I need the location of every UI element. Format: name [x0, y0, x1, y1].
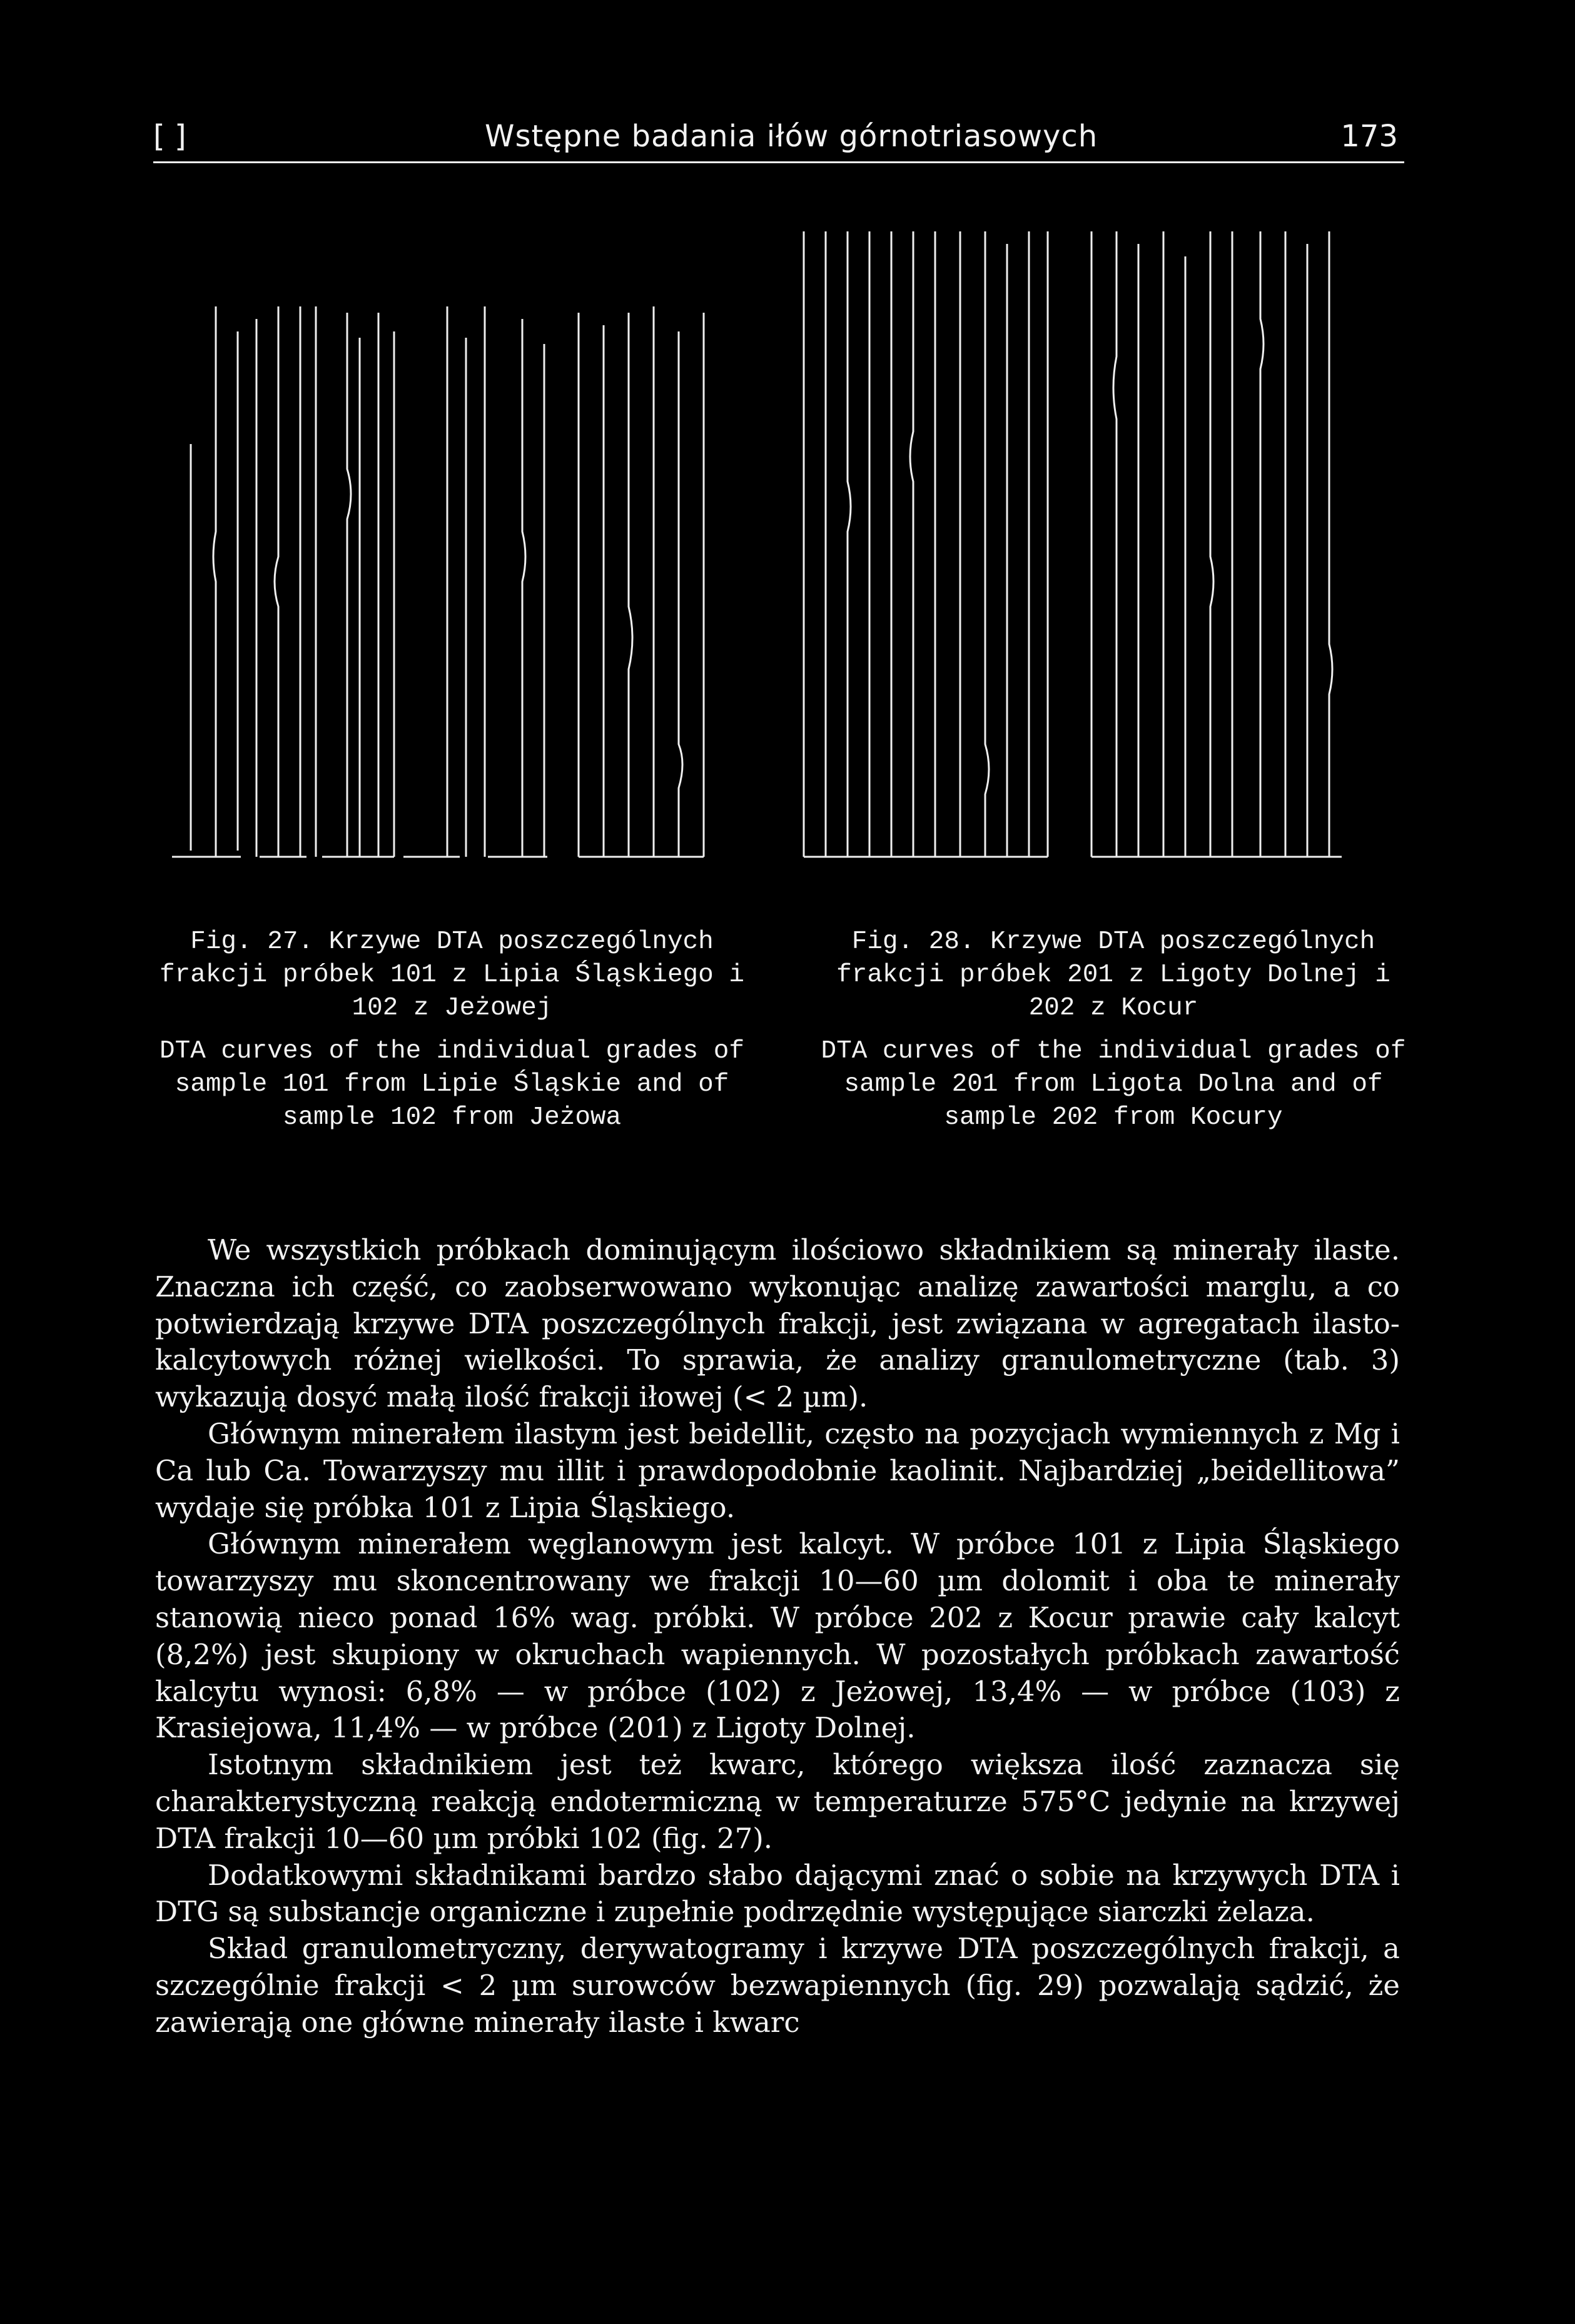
figure-28-caption-english: DTA curves of the individual grades of sample 201 from Ligota Dolna and of sample 202 from Kocury — [821, 1037, 1406, 1132]
header-bracket: [ ] — [153, 119, 186, 154]
figure-28-image — [779, 206, 1367, 882]
figure-28-dta-curves — [779, 206, 1367, 882]
body-text — [155, 1232, 1400, 2041]
figure-27-image — [153, 206, 729, 882]
figure-28-caption-polish: Fig. 28. Krzywe DTA poszczególnych frakcji próbek 201 z Ligoty Dolnej i 202 z Kocur — [836, 927, 1390, 1023]
paragraph: Głównym minerałem węglanowym jest kalcyt. W próbce 101 z Lipia Śląskiego towarzyszy mu skoncentrowany we frakcji 10—60 µm dolomit i oba te minerały stanowią nieco ponad 16% wag. próbki. W próbce 202 z Kocur prawie cały kalcyt (8,2%) jest skupiony w okruchach wapiennych. W pozostałych próbkach zawartość kalcytu wynosi: 6,8% — w próbce (102) z Jeżowej, 13,4% — w próbce (103) z Krasiejowa, 11,4% — w próbce (201) z Ligoty Dolnej. — [155, 1527, 1400, 1745]
running-title: Wstępne badania iłów górnotriasowych — [485, 119, 1098, 154]
figure-27-caption-polish: Fig. 27. Krzywe DTA poszczególnych frakcji próbek 101 z Lipia Śląskiego i 102 z Jeżowej — [160, 927, 744, 1023]
paragraph: Głównym minerałem ilastym jest beidellit, często na pozycjach wymiennych z Mg i Ca lub Ca. Towarzyszy mu illit i prawdopodobnie kaolinit. Najbardziej „beidellitowa” wydaje się próbka 101 z Lipia Śląskiego. — [155, 1417, 1400, 1524]
figure-27-caption-english: DTA curves of the individual grades of sample 101 from Lipie Śląskie and of sample 102 from Jeżowa — [160, 1037, 744, 1132]
paragraph: Dodatkowymi składnikami bardzo słabo dającymi znać o sobie na krzywych DTA i DTG są substancje organiczne i zupełnie podrzędnie występujące siarczki żelaza. — [155, 1858, 1400, 1929]
paragraph: Istotnym składnikiem jest też kwarc, którego większa ilość zaznacza się charakterystyczną reakcją endotermiczną w temperaturze 575°C jedynie na krzywej DTA frakcji 10—60 µm próbki 102 (fig. 27). — [155, 1748, 1400, 1855]
paragraph: Skład granulometryczny, derywatogramy i krzywe DTA poszczególnych frakcji, a szczególnie frakcji < 2 µm surowców bezwapiennych (fig. 29) pozwalają sądzić, że zawierają one główne minerały ilaste i kwarc — [155, 1932, 1400, 2039]
running-header — [153, 118, 1404, 163]
paragraph: We wszystkich próbkach dominującym ilościowo składnikiem są minerały ilaste. Znaczna ich część, co zaobserwowano wykonując analizę zawartości marglu, a co potwierdzają krzywe DTA poszczególnych frakcji, jest związana w agregatach ilasto-kalcytowych różnej wielkości. To sprawia, że analizy granulometryczne (tab. 3) wykazują dosyć małą ilość frakcji iłowej (< 2 µm). — [155, 1233, 1400, 1414]
figure-28-caption — [819, 926, 1407, 1134]
figure-27-dta-curves — [153, 206, 729, 882]
figure-27-caption — [156, 926, 747, 1134]
page-number: 173 — [1340, 119, 1398, 154]
